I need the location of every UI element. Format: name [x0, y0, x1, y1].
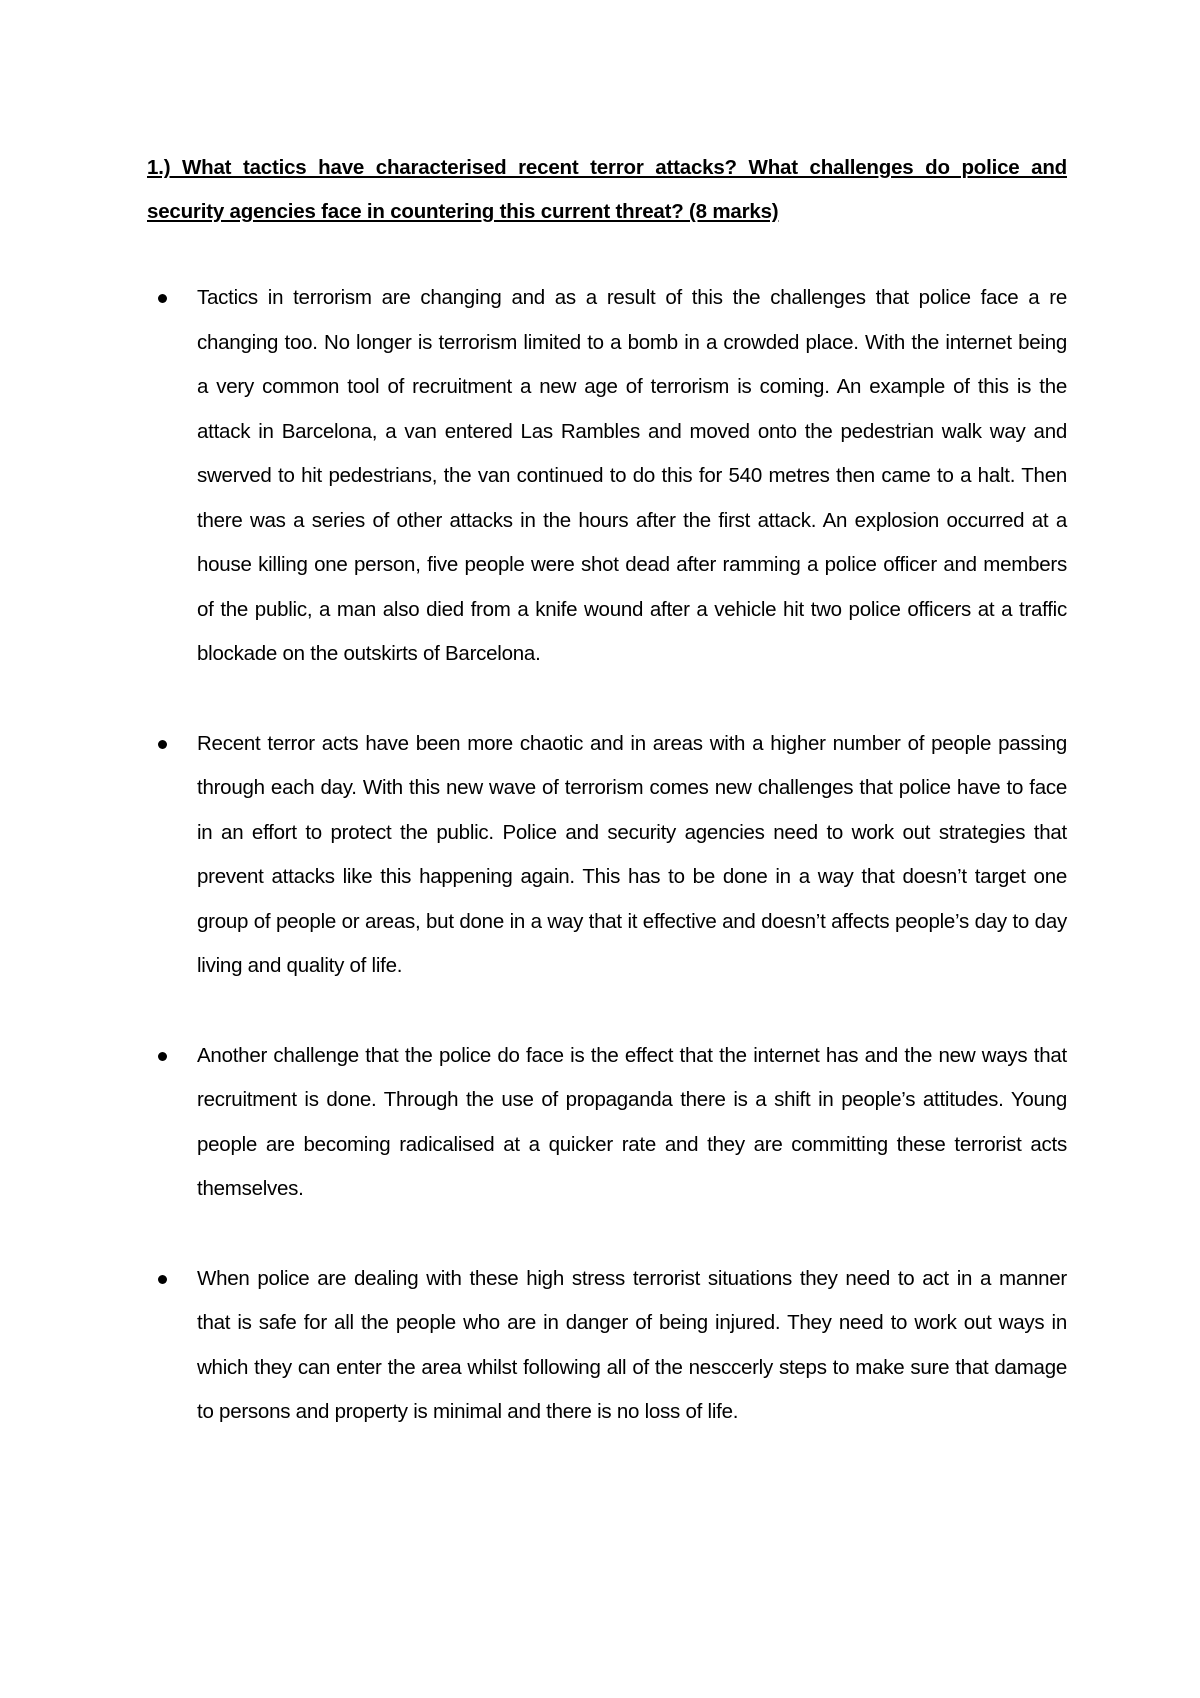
bullet-text: Another challenge that the police do face is the effect that the internet has and the new ways that recruitment is done. Through the use of propaganda there is a shift in people’s attitudes. Young people are becoming radicalised at a quicker rate and they are committing these terrorist acts themselves. [197, 1043, 1067, 1200]
bullet-text: Tactics in terrorism are changing and as a result of this the challenges that police face a re changing too. No longer is terrorism limited to a bomb in a crowded place. With the internet being a very common tool of recruitment a new age of terrorism is coming. An example of this is the attack in Barcelona, a van entered Las Rambles and moved onto the pedestrian walk way and swerved to hit pedestrians, the van continued to do this for 540 metres then came to a halt. Then there was a series of other attacks in the hours after the first attack. An explosion occurred at a house killing one person, five people were shot dead after ramming a police officer and members of the public, a man also died from a knife wound after a vehicle hit two police officers at a traffic blockade on the outskirts of Barcelona. [197, 286, 1067, 665]
bullet-item-recent-acts [147, 722, 1067, 989]
bullet-item-tactics [147, 276, 1067, 677]
bullet-dot-icon [158, 294, 167, 303]
bullet-text: When police are dealing with these high stress terrorist situations they need to act in a manner that is safe for all the people who are in danger of being injured. They need to work out ways in which they can enter the area whilst following all of the nesccerly steps to make sure that damage to persons and property is minimal and there is no loss of life. [197, 1266, 1067, 1423]
bullet-text: Recent terror acts have been more chaotic and in areas with a higher number of people passing through each day. With this new wave of terrorism comes new challenges that police have to face in an effort to protect the public. Police and security agencies need to work out strategies that prevent attacks like this happening again. This has to be done in a way that doesn’t target one group of people or areas, but done in a way that it effective and doesn’t affects people’s day to day living and quality of life. [197, 731, 1067, 977]
bullet-item-internet-challenge [147, 1034, 1067, 1212]
bullet-list [147, 276, 1067, 1480]
bullet-dot-icon [158, 740, 167, 749]
bullet-dot-icon [158, 1052, 167, 1061]
bullet-item-high-stress [147, 1257, 1067, 1435]
question-heading: 1.) What tactics have characterised recent terror attacks? What challenges do police and security agencies face in countering this current threat? (8 marks) [147, 156, 1067, 223]
bullet-dot-icon [158, 1275, 167, 1284]
